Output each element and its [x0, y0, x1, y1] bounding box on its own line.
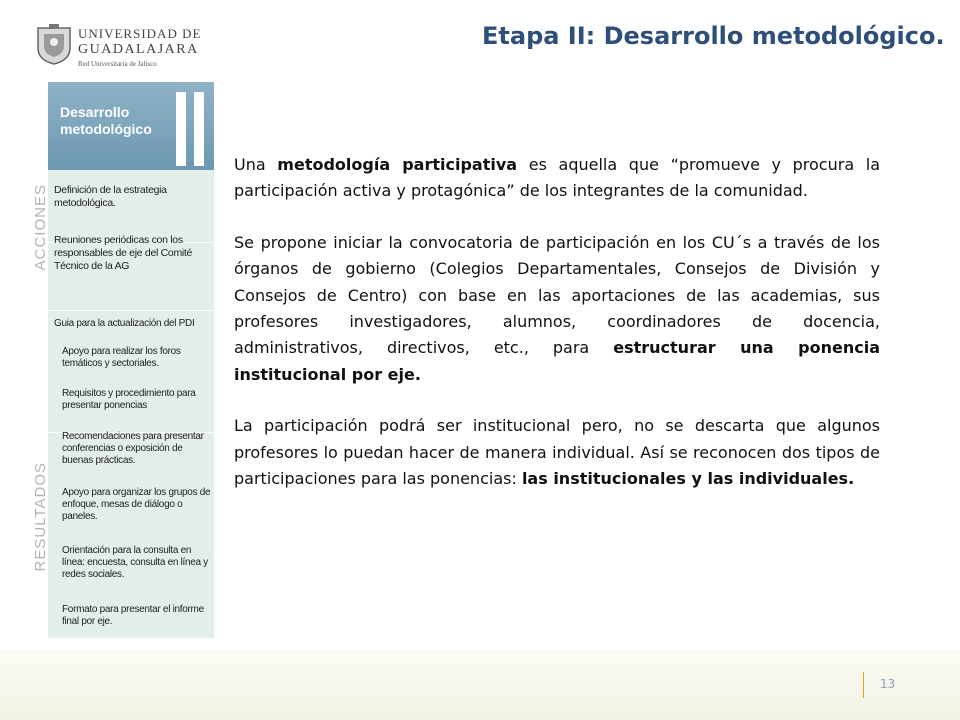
university-seal-icon	[34, 22, 74, 66]
panel-item: Apoyo para realizar los foros temáticos y sectoriales.	[62, 346, 181, 369]
panel-item: Definición de la estrategia metodológica.	[54, 184, 167, 209]
panel-item: Requisitos y procedimiento para presentar ponencias	[62, 388, 196, 411]
acciones-label: ACCIONES	[32, 184, 49, 271]
panel-item: Guia para la actualización del PDI	[54, 318, 195, 329]
slide-title: Etapa II: Desarrollo metodológico.	[482, 22, 945, 50]
panel-divider	[48, 310, 214, 311]
panel-item: Recomendaciones para presentar conferencias o exposición de buenas prácticas.	[62, 431, 204, 466]
university-logo	[34, 22, 204, 72]
panel-header-title: Desarrollo metodológico	[60, 104, 152, 137]
body-text	[234, 152, 880, 517]
panel-item: Formato para presentar el informe final por eje.	[62, 604, 204, 627]
panel-header	[48, 82, 214, 170]
paragraph-1: Una metodología participativa es aquella que “promueve y procura la participación activa y protagónica” de los integrantes de la comunidad.	[234, 155, 881, 201]
page-number: 13	[880, 677, 896, 691]
page-number-divider	[863, 672, 864, 698]
logo-line-3: Red Universitaria de Jalisco	[78, 60, 157, 68]
panel-item: Orientación para la consulta en línea: encuesta, consulta en línea y redes sociales.	[62, 545, 208, 580]
roman-numeral-bar-1	[176, 92, 186, 166]
paragraph-3: La participación podrá ser institucional pero, no se descarta que algunos profesores lo puedan hacer de manera individual. Así se reconocen dos tipos de participaciones para las ponencias: las institucionales y las individuales.	[234, 416, 880, 489]
resultados-label: RESULTADOS	[32, 462, 49, 572]
roman-numeral-bar-2	[194, 92, 204, 166]
logo-line-2: GUADALAJARA	[78, 42, 199, 57]
panel-item: Reuniones periódicas con los responsables de eje del Comité Técnico de la AG	[54, 234, 193, 272]
process-panel	[48, 82, 214, 638]
paragraph-2: Se propone iniciar la convocatoria de participación en los CU´s a través de los órganos de gobierno (Colegios Departamentales, Consejos de División y Consejos de Centro) con base en las aportaciones de las academias, sus profesores investigadores, alumnos, coordinadores de docencia, administrativos, directivos, etc., para estructurar una ponencia institucional por eje.	[234, 232, 881, 384]
panel-item: Apoyo para organizar los grupos de enfoque, mesas de diálogo o paneles.	[62, 487, 211, 522]
logo-line-1: UNIVERSIDAD DE	[78, 26, 202, 41]
footer-band	[0, 650, 960, 720]
